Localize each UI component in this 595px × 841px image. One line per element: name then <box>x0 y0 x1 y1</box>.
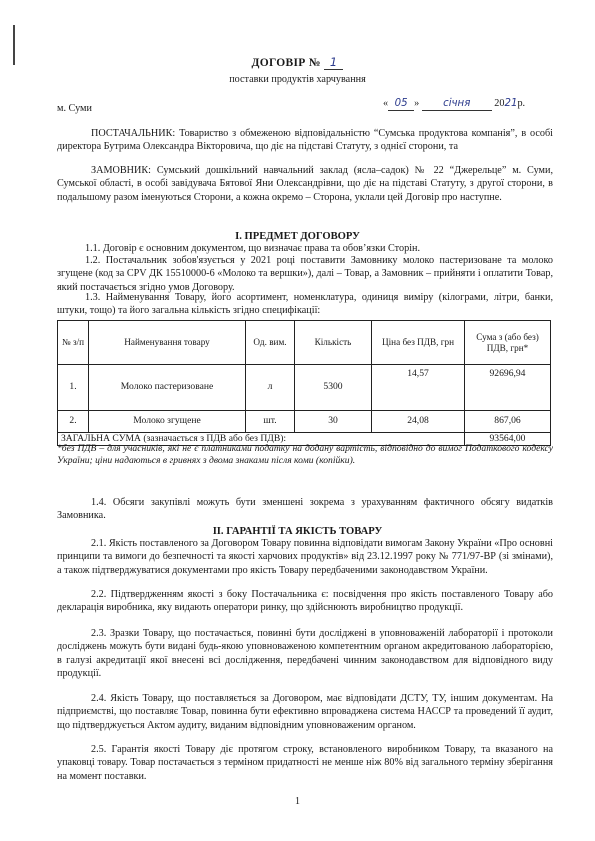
col-header-unit: Од. вим. <box>246 321 295 365</box>
city: м. Суми <box>57 103 92 114</box>
customer-paragraph: ЗАМОВНИК: Сумський дошкільний навчальний заклад (ясла–садок) № 22 “Джерельце” м. Суми, Сумської області, в особі завідувача Бятової Яни Олександрівни, що діє на підставі Статуту, з другої сторони, в подальшому разом іменуються Сторони, а кожна окремо – Сторона, уклали цей Договір про наступне. <box>57 165 553 203</box>
col-header-num: № з/п <box>58 321 89 365</box>
date-day-handwritten: 05 <box>388 97 414 111</box>
col-header-sum: Сума з (або без) ПДВ, грн* <box>465 321 551 365</box>
clause-2-2: 2.2. Підтвердженням якості з боку Постачальника є: посвідчення про якість поставленого Товару або декларація виробника, яку видають оператори ринку, що здійснюють виробництво продукції. <box>57 589 553 614</box>
table-header-row <box>58 321 551 365</box>
clause-1-1: 1.1. Договір є основним документом, що визначає права та обов’язки Сторін. <box>85 243 421 254</box>
row-num: 1. <box>58 365 89 411</box>
supplier-paragraph: ПОСТАЧАЛЬНИК: Товариство з обмеженою відповідальністю “Сумська продуктова компанія”, в особі директора Бутрима Олександра Вікторовича, що діє на підставі Статуту, з однієї сторони, та <box>57 128 553 153</box>
row-num: 2. <box>58 411 89 433</box>
clause-1-4: 1.4. Обсяги закупівлі можуть бути зменшені зокрема з урахуванням фактичного обсягу видатків Замовника. <box>57 497 553 522</box>
row-price: 14,57 <box>372 365 465 411</box>
vat-footnote: *без ПДВ – для учасників, які не є платниками податку на додану вартість, відповідно до вимог Податкового кодексу України; ціни надаються в гривнях з двома знаками після коми (копійки). <box>57 443 553 467</box>
col-header-qty: Кількість <box>295 321 372 365</box>
page-number: 1 <box>295 796 300 807</box>
col-header-price: Ціна без ПДВ, грн <box>372 321 465 365</box>
total-label: ЗАГАЛЬНА СУМА (зазначається з ПДВ або без ПДВ): <box>58 433 465 446</box>
row-name: Молоко згущене <box>89 411 246 433</box>
table-row <box>58 411 551 433</box>
date-tail: р. <box>517 98 526 109</box>
row-unit: л <box>246 365 295 411</box>
contract-subtitle: поставки продуктів харчування <box>229 74 366 85</box>
row-name: Молоко пастеризоване <box>89 365 246 411</box>
col-header-name: Найменування товару <box>89 321 246 365</box>
specification-table <box>57 320 551 446</box>
clause-2-5: 2.5. Гарантія якості Товару діє протягом строку, встановленого виробником Товару, та вказаного на упаковці товару. Товар постачається з терміном придатності не менше ніж 80% від загального терміну зберігання на момент поставки. <box>57 744 553 782</box>
row-price: 24,08 <box>372 411 465 433</box>
total-value: 93564,00 <box>465 433 551 446</box>
row-qty: 5300 <box>295 365 372 411</box>
date-year-handwritten: 21 <box>504 98 518 109</box>
date-year-prefix: 20 <box>494 98 505 109</box>
contract-title <box>0 55 595 71</box>
section-1-heading: I. ПРЕДМЕТ ДОГОВОРУ <box>235 231 360 242</box>
clause-2-3: 2.3. Зразки Товару, що постачається, повинні бути досліджені в уповноваженій лабораторії і протоколи досліджень можуть бути видані будь-якою уповноваженою компетентним органом акредитованою лабораторією, в галузі акредитації якої внесені всі дослідження, передбачені чинним законодавством для відповідного виду продукції. <box>57 628 553 679</box>
section-2-heading: II. ГАРАНТІЇ ТА ЯКІСТЬ ТОВАРУ <box>212 526 383 537</box>
clause-2-1: 2.1. Якість поставленого за Договором Товару повинна відповідати вимогам Закону України «Про основні принципи та вимоги до безпечності та якості харчових продуктів» від 23.12.1997 року № 771/97-ВР (зі змінами), а також підтверджуватися документами про якість Товару передбаченими законодавством України. <box>57 538 553 576</box>
clause-2-4: 2.4. Якість Товару, що поставляється за Договором, має відповідати ДСТУ, ТУ, іншим документам. На підприємстві, що поставляє Товар, повинна бути ефективно впроваджена система НАССР та проведений її аудит, що підтверджується Актом аудиту, виданим відповідним уповноваженим органом. <box>57 693 553 731</box>
clause-1-2: 1.2. Постачальник зобов'язується у 2021 році поставити Замовнику молоко пастеризоване та молоко згущене (код за СРV ДК 15510000-6 «Молоко та вершки»), далі – Товар, а Замовник – прийняти і оплатити Товар, який постачається згідно умов Договору. <box>57 255 553 293</box>
clause-1-3: 1.3. Найменування Товару, його асортимент, номенклатура, одиниця виміру (кілограми, літри, банки, штуки, тощо) та його загальна кількість згідно специфікації: <box>57 292 553 317</box>
title-prefix: ДОГОВІР № <box>251 57 321 69</box>
table-row <box>58 365 551 411</box>
row-sum: 92696,94 <box>465 365 551 411</box>
row-sum: 867,06 <box>465 411 551 433</box>
contract-number-handwritten: 1 <box>324 55 344 70</box>
date-month-handwritten: січня <box>422 97 492 111</box>
row-qty: 30 <box>295 411 372 433</box>
contract-date: « 05 » січня 2021р. <box>383 97 543 111</box>
row-unit: шт. <box>246 411 295 433</box>
